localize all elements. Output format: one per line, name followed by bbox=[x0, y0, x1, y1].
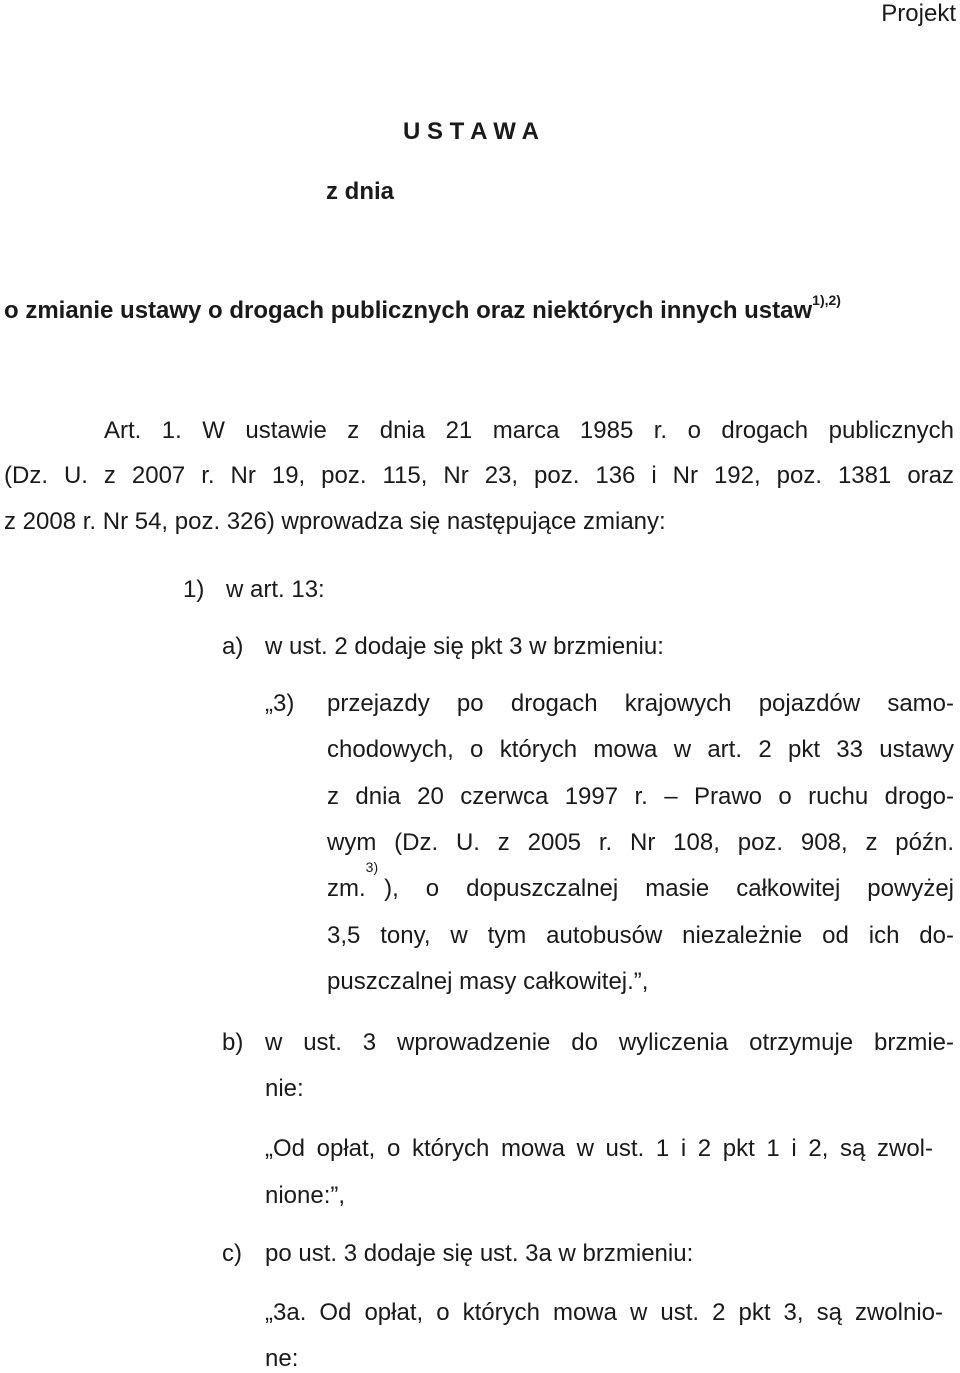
article-line-3: z 2008 r. Nr 54, poz. 326) wprowadza się następujące zmiany: bbox=[4, 508, 666, 535]
item-a-quote-line-6: 3,5 tony, w tym autobusów niezależnie od ich do- bbox=[327, 922, 954, 949]
item-b-letter: b) bbox=[222, 1029, 244, 1056]
item-a-quote-number: „3) bbox=[265, 690, 295, 717]
item-a-quote-rest: ), o dopuszczalnej masie całkowitej powyżej bbox=[384, 875, 954, 902]
article-line-2: (Dz. U. z 2007 r. Nr 19, poz. 115, Nr 23, poz. 136 i Nr 192, poz. 1381 oraz bbox=[4, 462, 954, 489]
item-b-quote-line-1: „Od opłat, o których mowa w ust. 1 i 2 pkt 1 i 2, są zwol- bbox=[265, 1135, 933, 1162]
item-a-quote-line-7: puszczalnej masy całkowitej.”, bbox=[327, 968, 649, 995]
item-a-abbrev: zm. bbox=[327, 875, 366, 902]
item-a-quote-line-5 bbox=[327, 859, 954, 903]
item-a-quote-line-4: wym (Dz. U. z 2005 r. Nr 108, poz. 908, z późn. bbox=[327, 829, 954, 856]
item-a-quote-line-1: przejazdy po drogach krajowych pojazdów samo- bbox=[327, 690, 954, 717]
item-c-letter: c) bbox=[222, 1240, 242, 1267]
act-subject bbox=[4, 292, 841, 325]
item-a-quote-line-2: chodowych, o których mowa w art. 2 pkt 33 ustawy bbox=[327, 736, 954, 763]
item-a-text: w ust. 2 dodaje się pkt 3 w brzmieniu: bbox=[265, 633, 664, 660]
item-a-quote-line-3: z dnia 20 czerwca 1997 r. – Prawo o ruchu drogo- bbox=[327, 783, 954, 810]
act-subject-text: o zmianie ustawy o drogach publicznych oraz niektórych innych ustaw bbox=[4, 297, 813, 324]
item-c-text: po ust. 3 dodaje się ust. 3a w brzmieniu: bbox=[265, 1240, 694, 1267]
point-number: 1) bbox=[183, 576, 205, 603]
item-c-quote-line-2: ne: bbox=[265, 1345, 299, 1372]
article-line-1: Art. 1. W ustawie z dnia 21 marca 1985 r. o drogach publicznych bbox=[104, 417, 954, 444]
point-text: w art. 13: bbox=[226, 576, 325, 603]
item-c-quote-line-1: „3a. Od opłat, o których mowa w ust. 2 pkt 3, są zwolnio- bbox=[265, 1299, 943, 1326]
item-b-quote-line-2: nione:”, bbox=[265, 1182, 346, 1209]
act-subject-footnote: 1),2) bbox=[812, 292, 841, 308]
item-a-footnote: 3) bbox=[365, 859, 379, 875]
item-a-letter: a) bbox=[222, 633, 244, 660]
item-b-line-1: w ust. 3 wprowadzenie do wyliczenia otrzymuje brzmie- bbox=[265, 1029, 954, 1056]
draft-label: Projekt bbox=[881, 0, 956, 27]
act-date: z dnia bbox=[326, 178, 395, 205]
item-b-line-2: nie: bbox=[265, 1075, 304, 1102]
act-heading: U S T A W A bbox=[403, 118, 539, 145]
